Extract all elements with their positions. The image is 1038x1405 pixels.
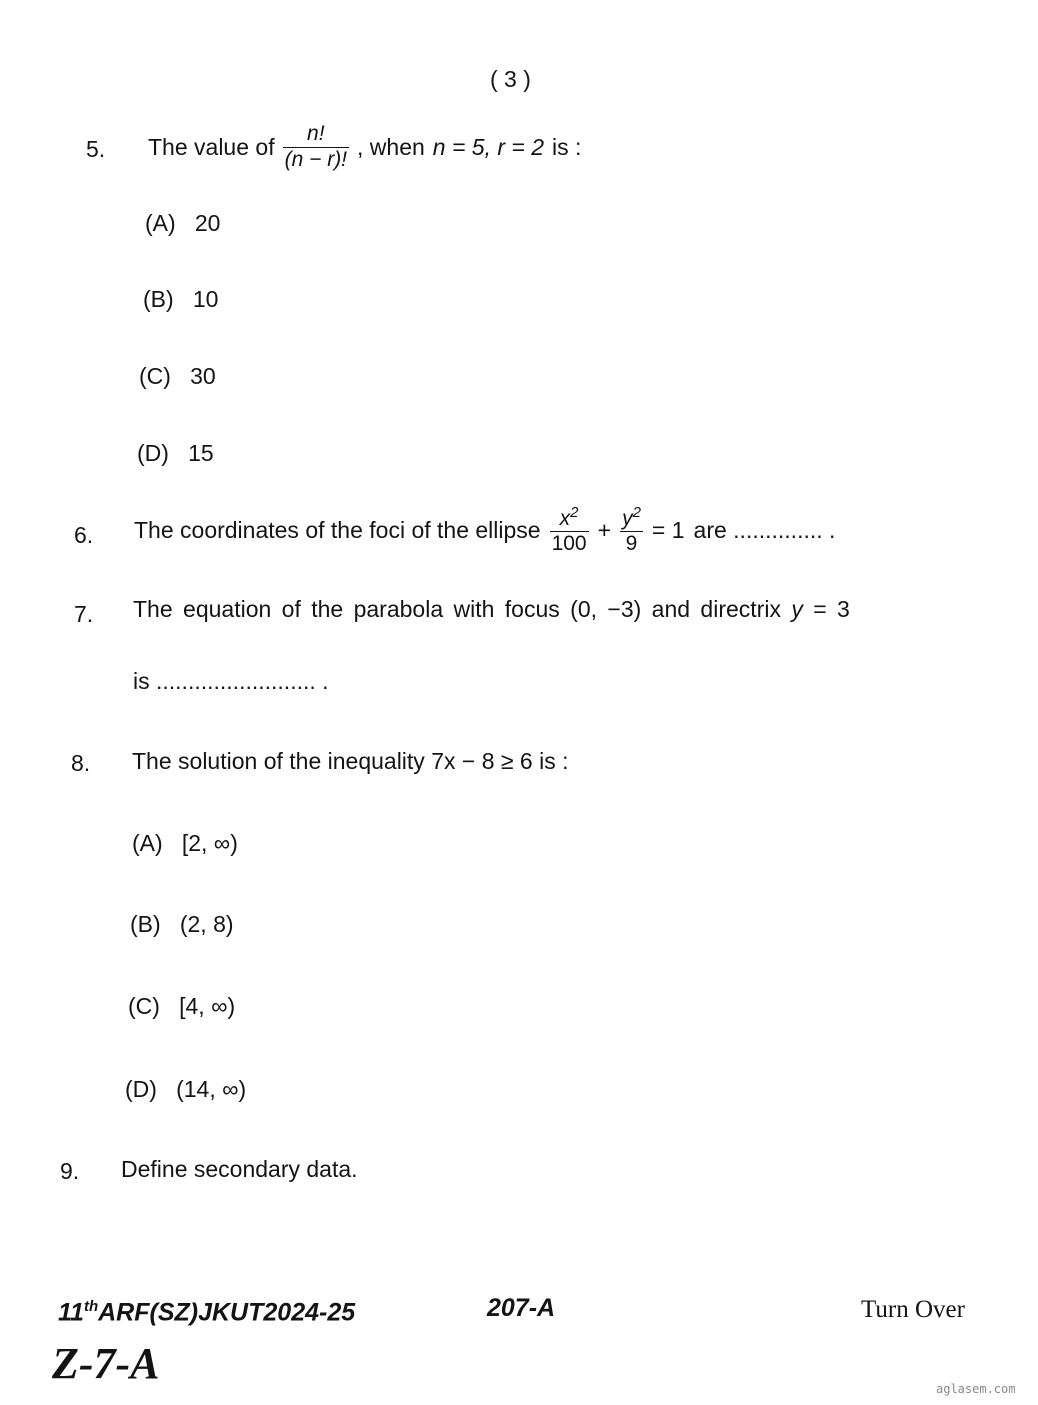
question-7-line-1: The equation of the parabola with focus (0, −3) and directrix y = 3: [133, 596, 850, 622]
plus-sign: +: [597, 516, 612, 543]
fraction-x-squared-over-100: $\frac{x^2}{100}$: [551, 503, 587, 555]
equals-one: = 1: [651, 516, 685, 543]
paper-code: 207-A: [487, 1294, 556, 1322]
question-6-lead: The coordinates of the foci of the ellipse: [134, 516, 541, 543]
fraction-numerator: n!: [307, 122, 325, 146]
fraction-y-squared-over-9: $\frac{y^2}{9}$: [622, 503, 641, 555]
fraction-denominator: (n − r)!: [284, 147, 348, 171]
question-number: 5.: [86, 136, 106, 162]
option-d: (D) 15: [137, 440, 214, 466]
question-5-text: [148, 112, 581, 182]
question-5-lead: The value of: [148, 133, 275, 160]
question-5-tail: is :: [552, 133, 582, 160]
question-number: 9.: [60, 1158, 80, 1184]
question-number: 6.: [74, 522, 94, 548]
option-b: (B) 10: [143, 286, 219, 312]
question-5-when: , when: [357, 133, 425, 160]
option-c: (C) 30: [139, 363, 216, 389]
option-d: (D) (14, ∞): [125, 1076, 247, 1102]
option-a: (A) 20: [145, 210, 221, 236]
question-number: 7.: [74, 601, 94, 627]
option-b: (B) (2, 8): [130, 911, 234, 937]
turn-over-label: Turn Over: [861, 1296, 965, 1323]
fraction-n-factorial: [283, 122, 349, 171]
question-6-text: [134, 488, 835, 572]
inequality-expression: 7x − 8 ≥ 6: [431, 748, 533, 774]
page-number: ( 3 ): [490, 66, 531, 92]
question-5-condition: n = 5, r = 2: [432, 133, 545, 160]
question-number: 8.: [71, 750, 91, 776]
option-c: (C) [4, ∞): [128, 993, 236, 1019]
question-7-line-2: is ......................... .: [133, 668, 329, 694]
question-9-text: Define secondary data.: [121, 1156, 358, 1182]
question-6-tail: are .............. .: [693, 516, 836, 543]
question-8-text: The solution of the inequality 7x − 8 ≥ 6 is :: [132, 748, 569, 774]
site-watermark: aglasem.com: [936, 1382, 1016, 1396]
series-code: Z-7-A: [52, 1339, 160, 1388]
exam-code: 11thARF(SZ)JKUT2024-25: [58, 1298, 356, 1327]
option-a: (A) [2, ∞): [132, 830, 238, 856]
